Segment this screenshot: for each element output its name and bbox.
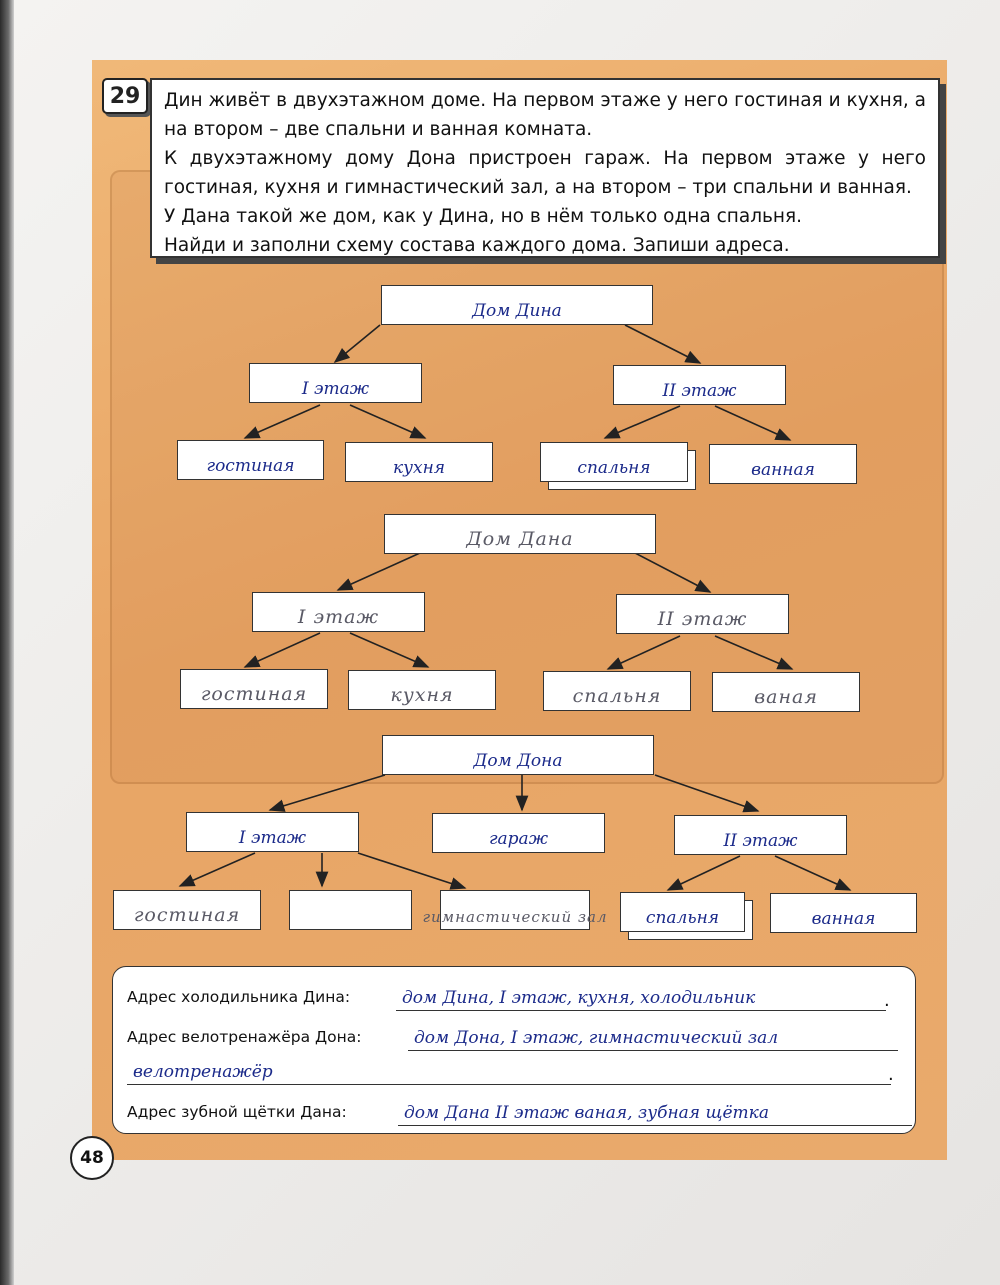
tree1-f1-item: гостиная	[177, 440, 324, 480]
tree3-f1-item: гостиная	[113, 890, 261, 930]
task-text-line: Найди и заполни схему состава каждого дома. Запиши адреса.	[164, 235, 790, 256]
bike-address-field[interactable]: дом Дона, I этаж, гимнастический зал	[408, 1028, 898, 1051]
tree1-f2-item: ванная	[709, 444, 857, 484]
bike-address-field-continued[interactable]: велотренажёр	[127, 1062, 891, 1085]
tree2-f1-item: гостиная	[180, 669, 328, 709]
tree1-root: Дом Дина	[381, 285, 653, 325]
tree3-floor2: II этаж	[674, 815, 847, 855]
tree2-floor1: I этаж	[252, 592, 425, 632]
task-text-line: У Дана такой же дом, как у Дина, но в нём только одна спальня.	[164, 206, 803, 227]
tree1-f1-item: кухня	[345, 442, 493, 482]
brush-address-field[interactable]: дом Дана II этаж ваная, зубная щётка	[398, 1103, 912, 1126]
tree2-floor2: II этаж	[616, 594, 789, 634]
tree3-floor1: I этаж	[186, 812, 359, 852]
page-number: 48	[70, 1136, 114, 1180]
tree3-f1-item	[289, 890, 412, 930]
brush-address-label: Адрес зубной щётки Дана:	[127, 1103, 347, 1121]
tree3-root: Дом Дона	[382, 735, 654, 775]
bike-address-label: Адрес велотренажёра Дона:	[127, 1028, 362, 1046]
tree1-f2-item: спальня	[540, 442, 688, 482]
tree1-floor2: II этаж	[613, 365, 786, 405]
tree3-garage: гараж	[432, 813, 605, 853]
task-number: 29	[102, 78, 148, 114]
tree2-f2-item: спальня	[543, 671, 691, 711]
tree2-root: Дом Дана	[384, 514, 656, 554]
sentence-dot: .	[888, 1064, 894, 1085]
tree1-floor1: I этаж	[249, 363, 422, 403]
tree2-f1-item: кухня	[348, 670, 496, 710]
tree3-f1-item: гимнастический зал	[440, 890, 590, 930]
tree3-f2-item: спальня	[620, 892, 745, 932]
sentence-dot: .	[884, 990, 890, 1011]
tree2-f2-item: ваная	[712, 672, 860, 712]
fridge-address-field[interactable]: дом Дина, I этаж, кухня, холодильник	[396, 988, 886, 1011]
book-spine-edge	[0, 0, 14, 1285]
task-text-box	[150, 78, 940, 258]
task-text-line: К двухэтажному дому Дона пристроен гараж. На первом этаже у него гостиная, кухня и гимнастический зал, а на втором – три спальни и ванная.	[164, 148, 926, 198]
fridge-address-label: Адрес холодильника Дина:	[127, 988, 351, 1006]
tree3-f2-item: ванная	[770, 893, 917, 933]
task-text-line: Дин живёт в двухэтажном доме. На первом этаже у него гостиная и кухня, а на втором – две спальни и ванная комната.	[164, 90, 926, 140]
